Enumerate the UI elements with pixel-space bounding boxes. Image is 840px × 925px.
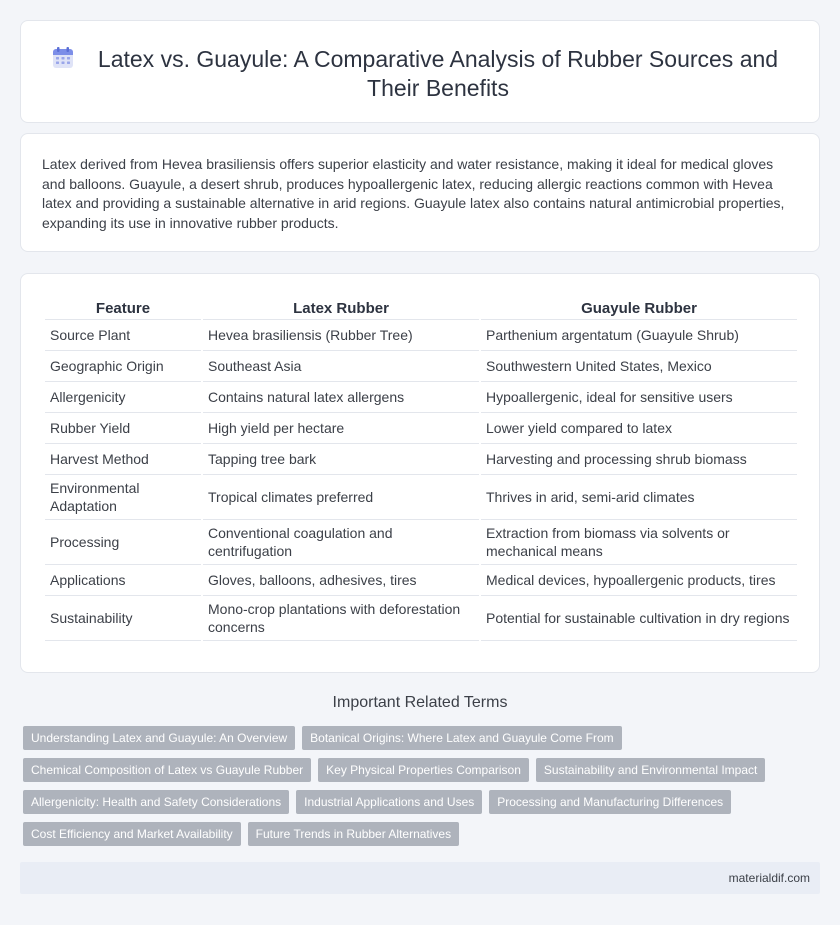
cell-feature: Harvest Method [45, 444, 201, 475]
related-term-tag[interactable]: Allergenicity: Health and Safety Considerations [23, 790, 289, 814]
intro-paragraph: Latex derived from Hevea brasiliensis offers superior elasticity and water resistance, making it ideal for medical gloves and balloons. Guayule, a desert shrub, produces hypoallergenic latex, reducing allergic reactions common with Hevea latex and providing a sustainable alternative in arid regions. Guayule latex also contains natural antimicrobial properties, expanding its use in innovative rubber products. [42, 156, 785, 231]
cell-guayule: Extraction from biomass via solvents or mechanical means [481, 520, 797, 565]
table-row [45, 320, 797, 351]
cell-latex: Southeast Asia [203, 351, 479, 382]
comparison-table-card [20, 273, 820, 673]
cell-feature: Allergenicity [45, 382, 201, 413]
cell-feature: Geographic Origin [45, 351, 201, 382]
cell-latex: Tapping tree bark [203, 444, 479, 475]
header-latex: Latex Rubber [203, 294, 479, 320]
table-row [45, 351, 797, 382]
table-row [45, 444, 797, 475]
related-term-tag[interactable]: Processing and Manufacturing Differences [489, 790, 731, 814]
table-row [45, 413, 797, 444]
cell-latex: Tropical climates preferred [203, 475, 479, 520]
cell-latex: Gloves, balloons, adhesives, tires [203, 565, 479, 596]
related-term-tag[interactable]: Understanding Latex and Guayule: An Overview [23, 726, 295, 750]
related-term-tag[interactable]: Industrial Applications and Uses [296, 790, 482, 814]
table-row [45, 382, 797, 413]
cell-guayule: Parthenium argentatum (Guayule Shrub) [481, 320, 797, 351]
page-title: Latex vs. Guayule: A Comparative Analysis of Rubber Sources and Their Benefits [97, 46, 779, 101]
cell-latex: High yield per hectare [203, 413, 479, 444]
cell-feature: Environmental Adaptation [45, 475, 201, 520]
table-row [45, 475, 797, 520]
footer-site[interactable]: materialdif.com [728, 871, 810, 885]
cell-guayule: Lower yield compared to latex [481, 413, 797, 444]
title-card [20, 20, 820, 123]
cell-feature: Rubber Yield [45, 413, 201, 444]
header-feature: Feature [45, 294, 201, 320]
table-header-row [45, 294, 797, 320]
cell-guayule: Thrives in arid, semi-arid climates [481, 475, 797, 520]
related-terms-title: Important Related Terms [332, 694, 508, 711]
related-term-tag[interactable]: Sustainability and Environmental Impact [536, 758, 765, 782]
cell-latex: Hevea brasiliensis (Rubber Tree) [203, 320, 479, 351]
cell-feature: Applications [45, 565, 201, 596]
cell-feature: Source Plant [45, 320, 201, 351]
table-row [45, 520, 797, 565]
intro-card [20, 133, 820, 252]
table-row [45, 596, 797, 641]
related-term-tag[interactable]: Chemical Composition of Latex vs Guayule Rubber [23, 758, 311, 782]
table-row [45, 565, 797, 596]
comparison-table [43, 294, 799, 641]
cell-guayule: Harvesting and processing shrub biomass [481, 444, 797, 475]
cell-guayule: Hypoallergenic, ideal for sensitive users [481, 382, 797, 413]
related-term-tag[interactable]: Cost Efficiency and Market Availability [23, 822, 241, 846]
cell-latex: Contains natural latex allergens [203, 382, 479, 413]
related-term-tag[interactable]: Botanical Origins: Where Latex and Guayule Come From [302, 726, 621, 750]
cell-latex: Mono-crop plantations with deforestation concerns [203, 596, 479, 641]
cell-feature: Processing [45, 520, 201, 565]
footer [20, 862, 820, 894]
cell-guayule: Medical devices, hypoallergenic products, tires [481, 565, 797, 596]
related-term-tag[interactable]: Future Trends in Rubber Alternatives [248, 822, 459, 846]
header-guayule: Guayule Rubber [481, 294, 797, 320]
cell-latex: Conventional coagulation and centrifugation [203, 520, 479, 565]
related-term-tag[interactable]: Key Physical Properties Comparison [318, 758, 529, 782]
cell-guayule: Potential for sustainable cultivation in dry regions [481, 596, 797, 641]
cell-feature: Sustainability [45, 596, 201, 641]
cell-guayule: Southwestern United States, Mexico [481, 351, 797, 382]
related-terms-list [23, 726, 823, 846]
